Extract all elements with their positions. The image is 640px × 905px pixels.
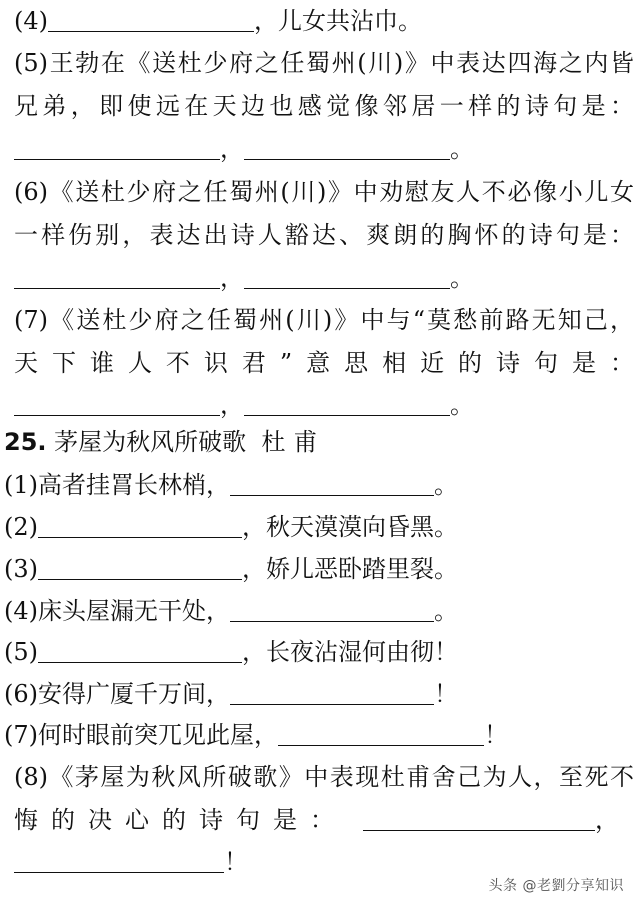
answer-blank[interactable] <box>38 557 242 580</box>
q25-item3 <box>4 554 634 584</box>
item-number: (5) <box>4 638 38 666</box>
answer-blank[interactable] <box>230 682 434 705</box>
answer-blank[interactable] <box>278 723 484 746</box>
q25-item5 <box>4 637 634 667</box>
answer-blank[interactable] <box>14 266 220 289</box>
end-mark: 。 <box>450 264 474 292</box>
end-mark: 。 <box>434 471 458 499</box>
q24-item6-answer <box>14 263 634 293</box>
q24-item6-line2: 一样伤别，表达出诗人豁达、爽朗的胸怀的诗句是： <box>14 221 634 249</box>
end-mark: 。 <box>450 391 474 419</box>
q24-item5-answer <box>14 134 634 164</box>
q24-item5-line2: 兄弟，即使远在天边也感觉像邻居一样的诗句是： <box>14 92 634 120</box>
q25-item4 <box>4 596 634 626</box>
answer-blank[interactable] <box>230 473 434 496</box>
answer-blank[interactable] <box>244 137 450 160</box>
q25-item8-line2 <box>14 805 634 835</box>
end-mark: ！ <box>434 680 458 708</box>
poem-line: (1)高者挂罥长林梢， <box>4 471 230 499</box>
item-number: (4) <box>14 7 48 35</box>
answer-blank[interactable] <box>244 266 450 289</box>
answer-blank[interactable] <box>244 393 450 416</box>
poem-title: 茅屋为秋风所破歌 <box>54 428 247 456</box>
answer-blank[interactable] <box>38 640 242 663</box>
poem-line: ，儿女共沾巾。 <box>254 7 422 35</box>
watermark: 头条 @老劉分享知识 <box>488 878 624 894</box>
q24-item7-line2: 天下谁人不识君”意思相近的诗句是： <box>14 349 634 377</box>
answer-blank[interactable] <box>14 850 224 873</box>
q25-item7 <box>4 720 634 750</box>
poem-line: ，娇儿恶卧踏里裂。 <box>242 555 458 583</box>
q25-item1 <box>4 470 634 500</box>
answer-blank[interactable] <box>363 808 595 831</box>
q25-heading <box>4 427 634 457</box>
poem-line: ，长夜沾湿何由彻！ <box>242 638 458 666</box>
q24-item7-line1: (7)《送杜少府之任蜀州(川)》中与“莫愁前路无知己， <box>14 306 634 334</box>
poem-line: (4)床头屋漏无干处， <box>4 597 230 625</box>
q24-item7-answer <box>14 390 634 420</box>
answer-blank[interactable] <box>230 599 434 622</box>
answer-blank[interactable] <box>14 393 220 416</box>
end-mark: ！ <box>224 848 248 876</box>
separator: ， <box>220 135 244 163</box>
poem-line: ，秋天漠漠向昏黑。 <box>242 513 458 541</box>
prompt-text: 悔的决心的诗句是： <box>14 806 347 834</box>
q24-item5-line1: (5)王勃在《送杜少府之任蜀州(川)》中表达四海之内皆 <box>14 49 634 77</box>
poem-line: (7)何时眼前突兀见此屋， <box>4 721 278 749</box>
q25-item8-answer <box>14 847 634 877</box>
item-number: (2) <box>4 513 38 541</box>
answer-blank[interactable] <box>14 137 220 160</box>
separator: ， <box>595 806 619 834</box>
end-mark: ！ <box>484 721 508 749</box>
answer-blank[interactable] <box>48 9 254 32</box>
q24-item4 <box>14 6 634 36</box>
q25-item6 <box>4 679 634 709</box>
separator: ， <box>220 264 244 292</box>
poem-line: (6)安得广厦千万间， <box>4 680 230 708</box>
separator: ， <box>220 391 244 419</box>
answer-blank[interactable] <box>38 515 242 538</box>
q25-item8-line1: (8)《茅屋为秋风所破歌》中表现杜甫舍己为人，至死不 <box>14 763 634 791</box>
poem-author: 杜甫 <box>261 428 326 456</box>
end-mark: 。 <box>450 135 474 163</box>
item-number: (3) <box>4 555 38 583</box>
end-mark: 。 <box>434 597 458 625</box>
q25-item2 <box>4 512 634 542</box>
question-number: 25. <box>4 428 47 456</box>
q24-item6-line1: (6)《送杜少府之任蜀州(川)》中劝慰友人不必像小儿女 <box>14 178 634 206</box>
